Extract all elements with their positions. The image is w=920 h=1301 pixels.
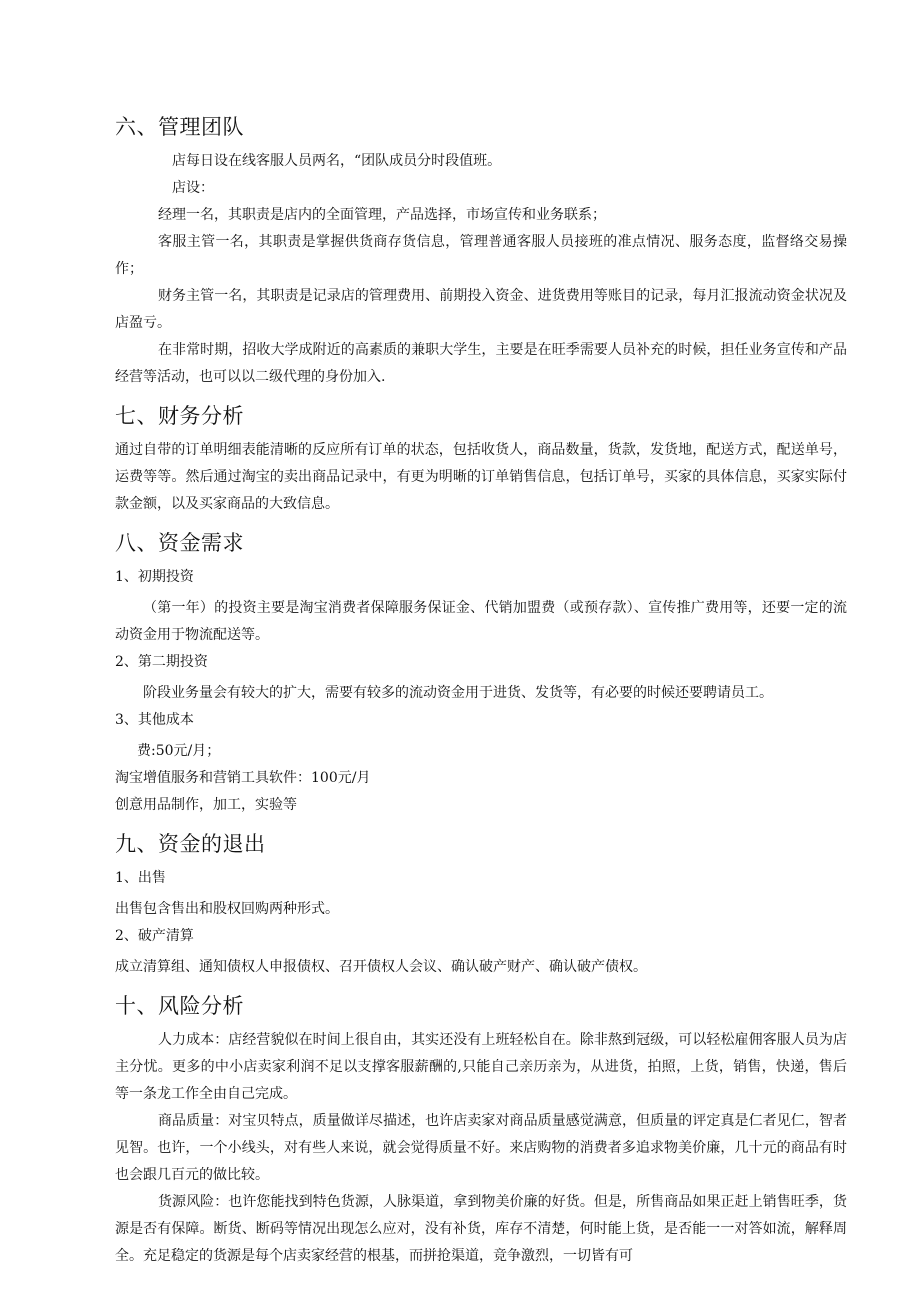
section-title-management-team: 六、管理团队 — [115, 115, 244, 139]
paragraph: 创意用品制作，加工，实验等 — [115, 797, 297, 813]
section-title-funding-requirements: 八、资金需求 — [115, 531, 244, 555]
subheading: 2、破产清算 — [115, 928, 194, 944]
document-body — [115, 112, 847, 1270]
paragraph: 客服主管一名，其职责是掌握供货商存货信息，管理普通客服人员接班的准点情况、服务态度，监督络交易操作； — [115, 234, 847, 277]
paragraph: 通过自带的订单明细表能清晰的反应所有订单的状态，包括收货人，商品数量，货款，发货地，配送方式，配送单号，运费等等。然后通过淘宝的卖出商品记录中，有更为明晰的订单销售信息，包括订单号，买家的具体信息，买家实际付款金额，以及买家商品的大致信息。 — [115, 442, 847, 512]
paragraph: 成立清算组、通知债权人申报债权、召开债权人会议、确认破产财产、确认破产债权。 — [115, 959, 647, 975]
section-title-financial-analysis: 七、财务分析 — [115, 404, 244, 428]
paragraph: 财务主管一名，其职责是记录店的管理费用、前期投入资金、进货费用等账目的记录，每月汇报流动资金状况及店盈亏。 — [115, 288, 847, 331]
paragraph: 货源风险：也许您能找到特色货源，人脉渠道，拿到物美价廉的好货。但是，所售商品如果正赶上销售旺季，货源是否有保障。断货、断码等情况出现怎么应对，没有补货，库存不清楚，何时能上货，是否能一一对答如流，解释周全。充足稳定的货源是每个店卖家经营的根基，而拼抢渠道，竞争激烈，一切皆有可 — [115, 1194, 847, 1264]
subheading: 3、其他成本 — [115, 712, 194, 728]
subheading: 2、第二期投资 — [115, 654, 208, 670]
paragraph: 店设： — [172, 180, 214, 196]
paragraph: 经理一名，其职责是店内的全面管理，产品选择，市场宣传和业务联系； — [158, 207, 606, 223]
subheading: 1、出售 — [115, 870, 166, 886]
paragraph: 商品质量：对宝贝特点，质量做详尽描述，也许店卖家对商品质量感觉满意，但质量的评定真是仁者见仁，智者见智。也许，一个小线头，对有些人来说，就会觉得质量不好。来店购物的消费者多追求物美价廉，几十元的商品有时也会跟几百元的做比较。 — [115, 1113, 847, 1183]
subheading: 1、初期投资 — [115, 569, 194, 585]
section-title-risk-analysis: 十、风险分析 — [115, 994, 244, 1018]
paragraph: 淘宝增值服务和营销工具软件：100元/月 — [115, 770, 371, 786]
paragraph: 在非常时期，招收大学成附近的高素质的兼职大学生，主要是在旺季需要人员补充的时候，担任业务宣传和产品经营等活动，也可以以二级代理的身份加入. — [115, 342, 847, 385]
section-title-capital-exit: 九、资金的退出 — [115, 832, 266, 856]
paragraph: 店每日设在线客服人员两名，“团队成员分时段值班。 — [172, 153, 502, 169]
paragraph: 出售包含售出和股权回购两种形式。 — [115, 901, 339, 917]
paragraph: （第一年）的投资主要是淘宝消费者保障服务保证金、代销加盟费（或预存款）、宣传推广费用等，还要一定的流动资金用于物流配送等。 — [115, 600, 847, 643]
paragraph: 阶段业务量会有较大的扩大，需要有较多的流动资金用于进货、发货等，有必要的时候还要聘请员工。 — [143, 685, 773, 701]
paragraph: 人力成本：店经营貌似在时间上很自由，其实还没有上班轻松自在。除非熬到冠级，可以轻松雇佣客服人员为店主分忧。更多的中小店卖家利润不足以支撑客服薪酬的,只能自己亲历亲为，从进货，拍照，上货，销售，快递，售后等一条龙工作全由自己完成。 — [115, 1032, 847, 1102]
paragraph: 费:50元/月； — [137, 743, 221, 759]
